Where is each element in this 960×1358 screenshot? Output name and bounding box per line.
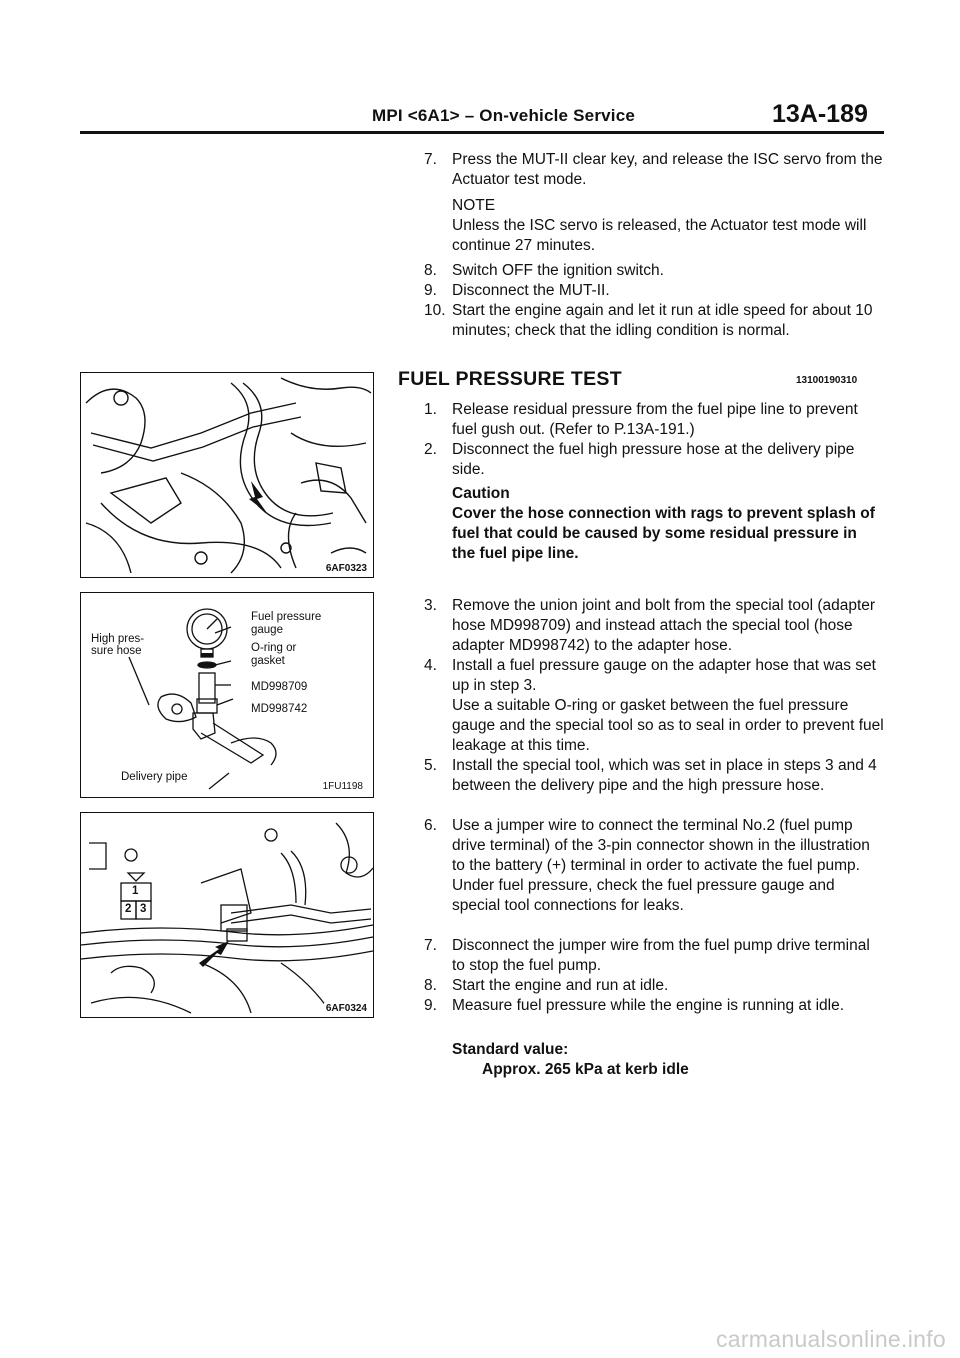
page-number: 13A-189 bbox=[772, 100, 868, 128]
figure-code: 6AF0324 bbox=[325, 1003, 367, 1014]
step-number: 6. bbox=[424, 817, 437, 834]
label-gasket: gasket bbox=[251, 655, 285, 667]
gauge-setup-illustration bbox=[81, 593, 373, 797]
section-title: FUEL PRESSURE TEST bbox=[398, 368, 622, 390]
step-number: 9. bbox=[424, 997, 437, 1014]
step-text: Measure fuel pressure while the engine is running at idle. bbox=[452, 997, 845, 1014]
page-header-title: MPI <6A1> – On-vehicle Service bbox=[372, 106, 636, 125]
fuel-step-1 bbox=[424, 400, 884, 440]
step-number: 10. bbox=[424, 302, 446, 319]
note-text: Unless the ISC servo is released, the Actuator test mode will continue 27 minutes. bbox=[452, 217, 867, 254]
step-number: 2. bbox=[424, 441, 437, 458]
step-text: Disconnect the fuel high pressure hose at the delivery pipe side. bbox=[452, 441, 855, 478]
engine-illustration bbox=[81, 373, 373, 577]
caution-label: Caution bbox=[452, 485, 510, 502]
label-md998742: MD998742 bbox=[251, 703, 308, 715]
standard-value: Approx. 265 kPa at kerb idle bbox=[482, 1061, 689, 1078]
label-oring: O-ring or bbox=[251, 642, 297, 654]
header-rule bbox=[80, 131, 884, 134]
step-text: Remove the union joint and bolt from the special tool (adapter hose MD998709) and instead attach the special tool (hose adapter MD998742) to the adapter hose. bbox=[452, 597, 876, 654]
step-text: Install the special tool, which was set in place in steps 3 and 4 between the delivery pipe and the high pressure hose. bbox=[452, 757, 877, 794]
step-text: Disconnect the MUT-II. bbox=[452, 282, 610, 299]
label-md998709: MD998709 bbox=[251, 681, 308, 693]
fuel-step-9 bbox=[424, 996, 884, 1016]
fuel-step-8 bbox=[424, 976, 884, 996]
step-text: Install a fuel pressure gauge on the adapter hose that was set up in step 3. bbox=[452, 657, 876, 694]
figure-fuel-pressure-gauge bbox=[80, 592, 374, 798]
intro-step-10 bbox=[424, 301, 884, 341]
step-number: 9. bbox=[424, 282, 437, 299]
pin-2-label: 2 bbox=[125, 903, 132, 915]
label-fuel-pressure: Fuel pressure bbox=[251, 611, 322, 623]
label-high-pressure-hose-2: sure hose bbox=[91, 645, 142, 657]
step-text: Switch OFF the ignition switch. bbox=[452, 262, 664, 279]
figure-code: 6AF0323 bbox=[325, 563, 367, 574]
note-label: NOTE bbox=[452, 197, 496, 214]
fuel-step-3 bbox=[424, 596, 884, 656]
figure-engine-delivery-pipe bbox=[80, 372, 374, 578]
step-text: Release residual pressure from the fuel pipe line to prevent fuel gush out. (Refer to P.13A-191.) bbox=[452, 401, 858, 438]
caution-text: Cover the hose connection with rags to prevent splash of fuel that could be caused by some residual pressure in the fuel pipe line. bbox=[452, 505, 875, 562]
pin-1-label: 1 bbox=[132, 885, 139, 897]
step-number: 7. bbox=[424, 151, 437, 168]
step-text-continued: Under fuel pressure, check the fuel pressure gauge and special tool connections for leaks. bbox=[452, 877, 835, 914]
watermark-text: carmanualsonline.info bbox=[715, 1326, 946, 1352]
intro-step-8 bbox=[424, 261, 884, 281]
intro-step-7 bbox=[424, 150, 884, 190]
step-text-continued: Use a suitable O-ring or gasket between the fuel pressure gauge and the special tool so as to seal in order to prevent fuel leakage at this time. bbox=[452, 697, 884, 754]
step-text: Start the engine again and let it run at idle speed for about 10 minutes; check that the idling condition is normal. bbox=[452, 302, 873, 339]
step-text: Start the engine and run at idle. bbox=[452, 977, 669, 994]
step-number: 1. bbox=[424, 401, 437, 418]
step-number: 3. bbox=[424, 597, 437, 614]
step-text: Disconnect the jumper wire from the fuel pump drive terminal to stop the fuel pump. bbox=[452, 937, 870, 974]
pin-3-label: 3 bbox=[140, 903, 147, 915]
figure-code: 1FU1198 bbox=[322, 781, 363, 792]
standard-value-label: Standard value: bbox=[452, 1041, 569, 1058]
step-text: Press the MUT-II clear key, and release the ISC servo from the Actuator test mode. bbox=[452, 151, 883, 188]
fuel-step-5 bbox=[424, 756, 884, 796]
label-gauge: gauge bbox=[251, 624, 283, 636]
fuel-step-7 bbox=[424, 936, 884, 976]
label-high-pressure-hose: High pres- bbox=[91, 633, 145, 645]
step-text: Use a jumper wire to connect the terminal No.2 (fuel pump drive terminal) of the 3-pin connector shown in the illustration to the battery (+) terminal in order to activate the fuel pump. bbox=[452, 817, 870, 874]
step-number: 7. bbox=[424, 937, 437, 954]
intro-step-9 bbox=[424, 281, 884, 301]
step-number: 8. bbox=[424, 977, 437, 994]
step-number: 4. bbox=[424, 657, 437, 674]
figure-pump-connector bbox=[80, 812, 374, 1018]
fuel-step-4 bbox=[424, 656, 884, 756]
step-number: 5. bbox=[424, 757, 437, 774]
arrow-icon bbox=[199, 941, 229, 967]
step-number: 8. bbox=[424, 262, 437, 279]
label-delivery-pipe: Delivery pipe bbox=[121, 771, 188, 783]
fuel-step-2 bbox=[424, 440, 884, 480]
section-code: 13100190310 bbox=[796, 375, 858, 386]
fuel-step-6 bbox=[424, 816, 884, 916]
